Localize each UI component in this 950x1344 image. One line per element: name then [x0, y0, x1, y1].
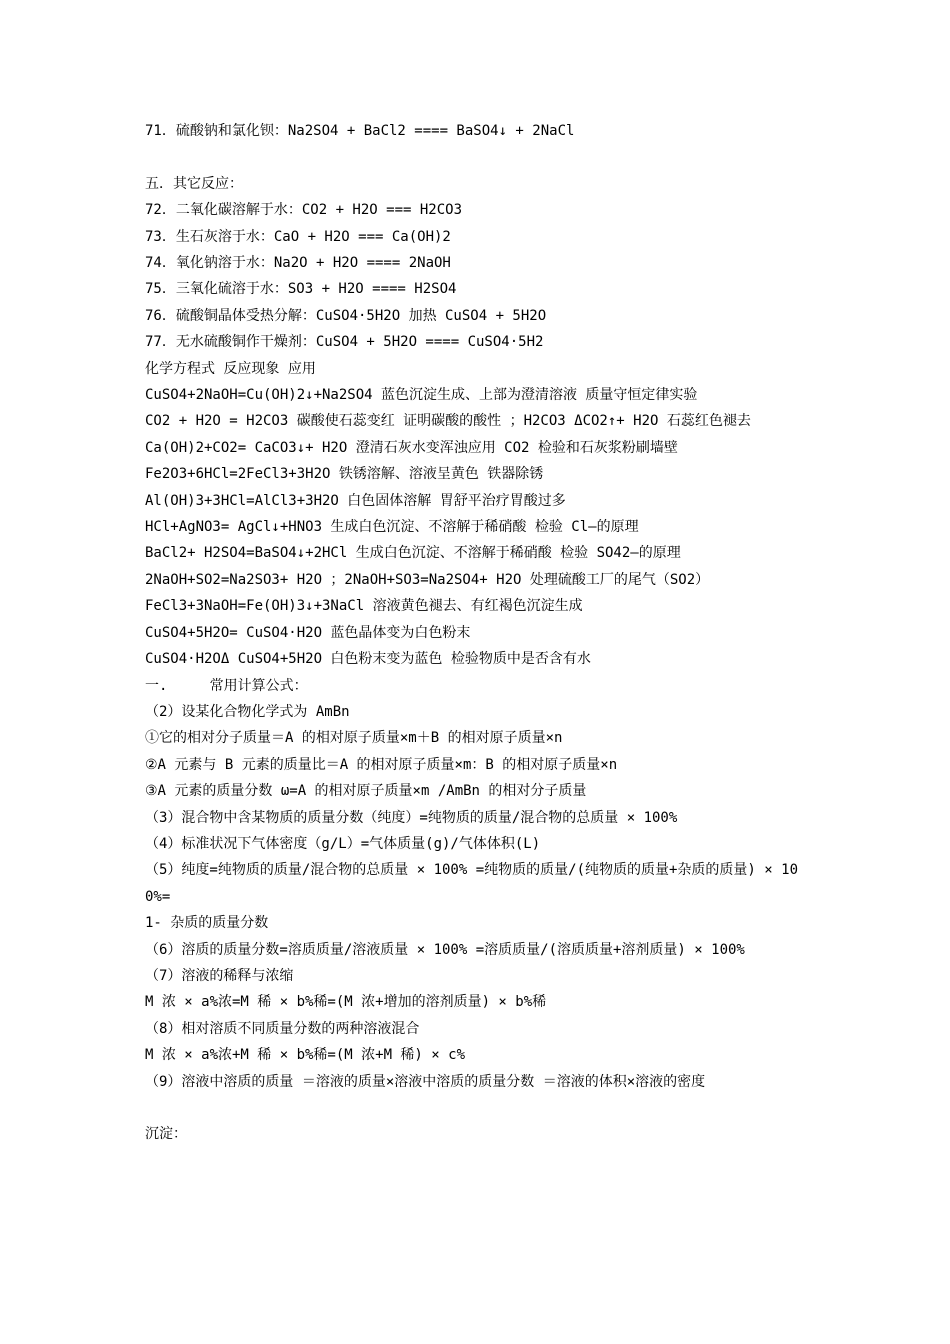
text-line: CuSO4·H2OΔ CuSO4+5H2O 白色粉末变为蓝色 检验物质中是否含有水 — [145, 651, 591, 668]
text-line: 72．二氧化碳溶解于水：CO2 + H2O === H2CO3 — [145, 202, 463, 219]
text-line: CO2 + H2O = H2CO3 碳酸使石蕊变红 证明碳酸的酸性 ；H2CO3 ΔCO2↑+ H2O 石蕊红色褪去 — [145, 413, 751, 430]
text-line: M 浓 × a%浓+M 稀 × b%稀=(M 浓+M 稀) × c% — [145, 1047, 466, 1064]
text-line: ②A 元素与 B 元素的质量比＝A 的相对原子质量×m：B 的相对原子质量×n — [145, 756, 618, 773]
text-line: （4）标准状况下气体密度（g/L）=气体质量(g)/气体体积(L) — [145, 835, 541, 852]
text-line: 73．生石灰溶于水：CaO + H2O === Ca(OH)2 — [145, 228, 451, 245]
text-line: HCl+AgNO3= AgCl↓+HNO3 生成白色沉淀、不溶解于稀硝酸 检验 Cl—的原理 — [145, 519, 639, 536]
text-line: BaCl2+ H2SO4=BaSO4↓+2HCl 生成白色沉淀、不溶解于稀硝酸 检验 SO42—的原理 — [145, 545, 681, 562]
text-line: CuSO4+2NaOH=Cu(OH)2↓+Na2SO4 蓝色沉淀生成、上部为澄清溶液 质量守恒定律实验 — [145, 387, 698, 404]
text-line: （7）溶液的稀释与浓缩 — [145, 967, 294, 984]
text-line: （2）设某化合物化学式为 AmBn — [145, 703, 350, 720]
text-line: 77．无水硫酸铜作干燥剂：CuSO4 + 5H2O ==== CuSO4·5H2 — [145, 334, 544, 351]
text-line: （5）纯度=纯物质的质量/混合物的总质量 × 100% =纯物质的质量/(纯物质的质量+杂质的质量) × 100%= — [145, 862, 799, 905]
section-heading: 五．其它反应： — [145, 175, 243, 192]
text-line: Fe2O3+6HCl=2FeCl3+3H2O 铁锈溶解、溶液呈黄色 铁器除锈 — [145, 466, 544, 483]
blank-line — [145, 144, 810, 170]
text-line: M 浓 × a%浓=M 稀 × b%稀=(M 浓+增加的溶剂质量) × b%稀 — [145, 994, 547, 1011]
section-heading: 沉淀： — [145, 1126, 187, 1143]
text-line: FeCl3+3NaOH=Fe(OH)3↓+3NaCl 溶液黄色褪去、有红褐色沉淀生成 — [145, 598, 583, 615]
text-line: （6）溶质的质量分数=溶质质量/溶液质量 × 100% =溶质质量/(溶质质量+溶剂质量) × 100% — [145, 941, 745, 958]
section-heading: 一. 常用计算公式： — [145, 677, 308, 694]
text-line: Al(OH)3+3HCl=AlCl3+3H2O 白色固体溶解 胃舒平治疗胃酸过多 — [145, 492, 566, 509]
text-line: 1- 杂质的质量分数 — [145, 915, 269, 932]
text-line: 2NaOH+SO2=Na2SO3+ H2O ；2NaOH+SO3=Na2SO4+ H2O 处理硫酸工厂的尾气（SO2） — [145, 571, 710, 588]
text-line: （8）相对溶质不同质量分数的两种溶液混合 — [145, 1020, 420, 1037]
document-body — [145, 118, 810, 1148]
text-line: ①它的相对分子质量＝A 的相对原子质量×m＋B 的相对原子质量×n — [145, 730, 563, 747]
text-line: 76．硫酸铜晶体受热分解：CuSO4·5H2O 加热 CuSO4 + 5H2O — [145, 307, 547, 324]
text-line: Ca(OH)2+CO2= CaCO3↓+ H2O 澄清石灰水变浑浊应用 CO2 检验和石灰浆粉刷墙壁 — [145, 439, 678, 456]
text-line: 75．三氧化硫溶于水：SO3 + H2O ==== H2SO4 — [145, 281, 457, 298]
text-line: （9）溶液中溶质的质量 ＝溶液的质量×溶液中溶质的质量分数 ＝溶液的体积×溶液的密度 — [145, 1073, 706, 1090]
blank-line — [145, 1095, 810, 1121]
text-line: （3）混合物中含某物质的质量分数（纯度）=纯物质的质量/混合物的总质量 × 100% — [145, 809, 678, 826]
text-line: CuSO4+5H2O= CuSO4·H2O 蓝色晶体变为白色粉末 — [145, 624, 471, 641]
text-line: ③A 元素的质量分数 ω=A 的相对原子质量×m /AmBn 的相对分子质量 — [145, 783, 587, 800]
table-header-line: 化学方程式 反应现象 应用 — [145, 360, 316, 377]
text-line: 74．氧化钠溶于水：Na2O + H2O ==== 2NaOH — [145, 255, 451, 272]
text-line: 71．硫酸钠和氯化钡：Na2SO4 + BaCl2 ==== BaSO4↓ + 2NaCl — [145, 123, 575, 139]
